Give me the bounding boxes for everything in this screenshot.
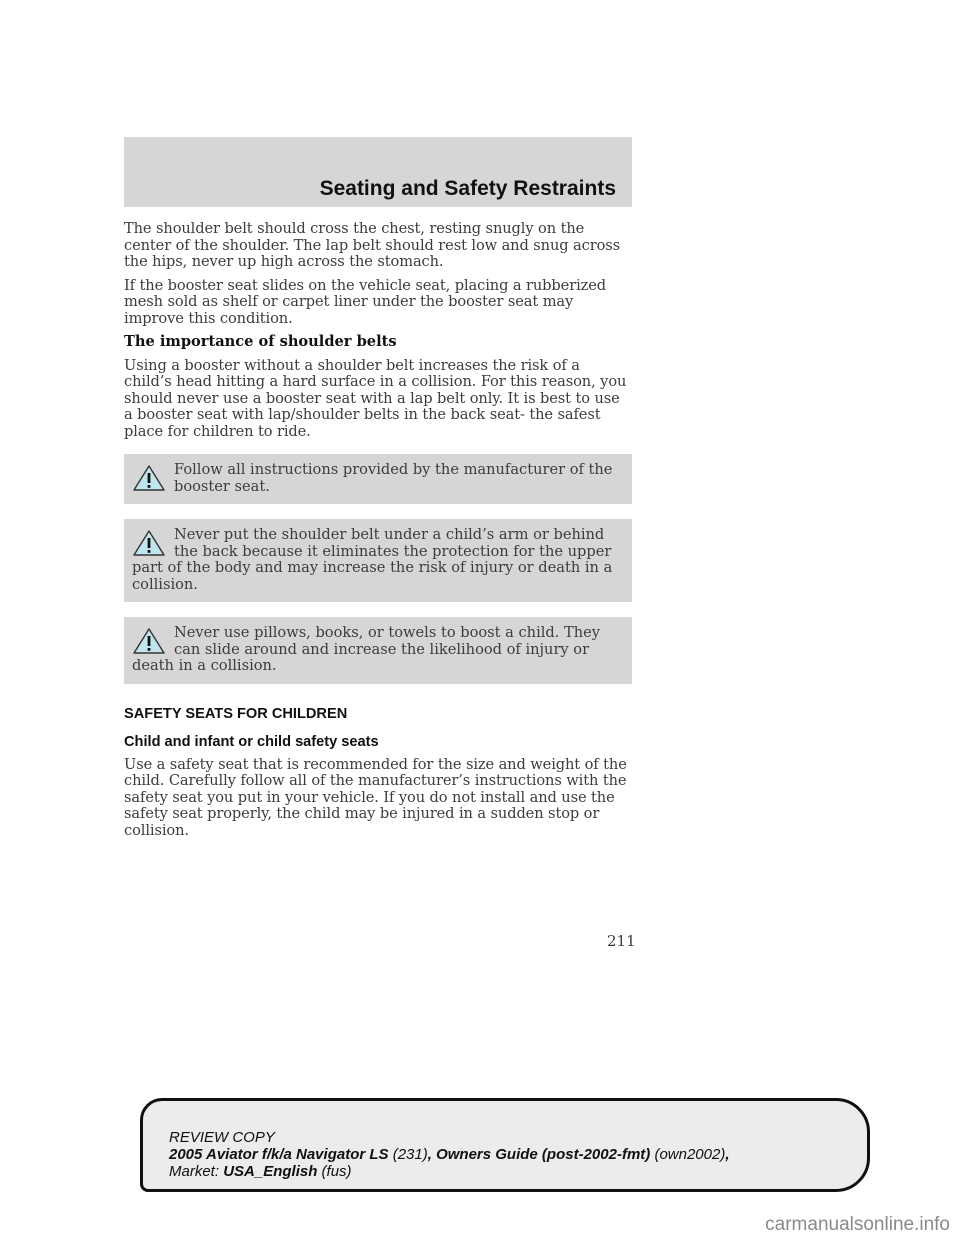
footer-market: USA_English: [223, 1163, 318, 1180]
paragraph: The shoulder belt should cross the chest, resting snugly on the center of the shoulder. The lap belt should rest low and snug across the hips, never up high across the stomach.: [124, 220, 621, 270]
section-heading-safety-seats: SAFETY SEATS FOR CHILDREN: [124, 705, 348, 722]
footer-market-code: (fus): [321, 1163, 352, 1180]
page-number: 211: [607, 932, 636, 950]
footer-guide: Owners Guide (post-2002-fmt): [436, 1146, 651, 1163]
section-header-band: [124, 137, 632, 207]
paragraph: If the booster seat slides on the vehicle seat, placing a rubberized mesh sold as shelf or carpet liner under the booster seat may improve this condition.: [124, 276, 606, 327]
warning-box: [124, 454, 632, 504]
warning-triangle-icon: [132, 464, 166, 492]
footer-guide-code: (own2002): [654, 1146, 726, 1163]
footer-market-line: [169, 1163, 730, 1180]
footer-text: [169, 1129, 730, 1180]
warning-triangle-icon: [132, 627, 166, 655]
page-content: [124, 221, 632, 846]
footer-review-copy: REVIEW COPY: [169, 1129, 275, 1146]
footer-market-label: Market:: [169, 1163, 220, 1180]
footer-vehicle-code: (231): [392, 1146, 428, 1163]
section-title: Seating and Safety Restraints: [319, 177, 616, 200]
warning-text: Follow all instructions provided by the manufacturer of the booster seat.: [174, 461, 613, 495]
watermark: carmanualsonline.info: [765, 1214, 950, 1235]
paragraph: Using a booster without a shoulder belt increases the risk of a child’s head hitting a hard surface in a collision. For this reason, you should never use a booster seat with a lap belt only. It is best to use a booster seat with lap/shoulder belts in the back seat- the safest place for children to ride.: [124, 356, 627, 440]
warning-text: Never use pillows, books, or towels to boost a child. They can slide around and increase the likelihood of injury or death in a collision.: [132, 624, 601, 674]
footer-vehicle: 2005 Aviator f/k/a Navigator LS: [169, 1146, 389, 1163]
paragraph: Use a safety seat that is recommended for the size and weight of the child. Carefully follow all of the manufacturer’s instructions with the safety seat you put in your vehicle. If you do not install and use the safety seat properly, the child may be injured in a sudden stop or collision.: [124, 755, 627, 839]
warning-box: [124, 617, 632, 684]
subheading-shoulder-belts: The importance of shoulder belts: [124, 333, 397, 350]
warning-triangle-icon: [132, 529, 166, 557]
warning-box: [124, 519, 632, 602]
warning-text: Never put the shoulder belt under a child’s arm or behind the back because it eliminates the protection for the upper part of the body and may increase the risk of injury or death in a collision.: [132, 526, 613, 593]
footer-vehicle-line: 2005 Aviator f/k/a Navigator LS (231), Owners Guide (post-2002-fmt) (own2002),: [169, 1146, 730, 1163]
review-copy-footer: [140, 1098, 870, 1192]
subheading-child-infant-seats: Child and infant or child safety seats: [124, 733, 379, 750]
